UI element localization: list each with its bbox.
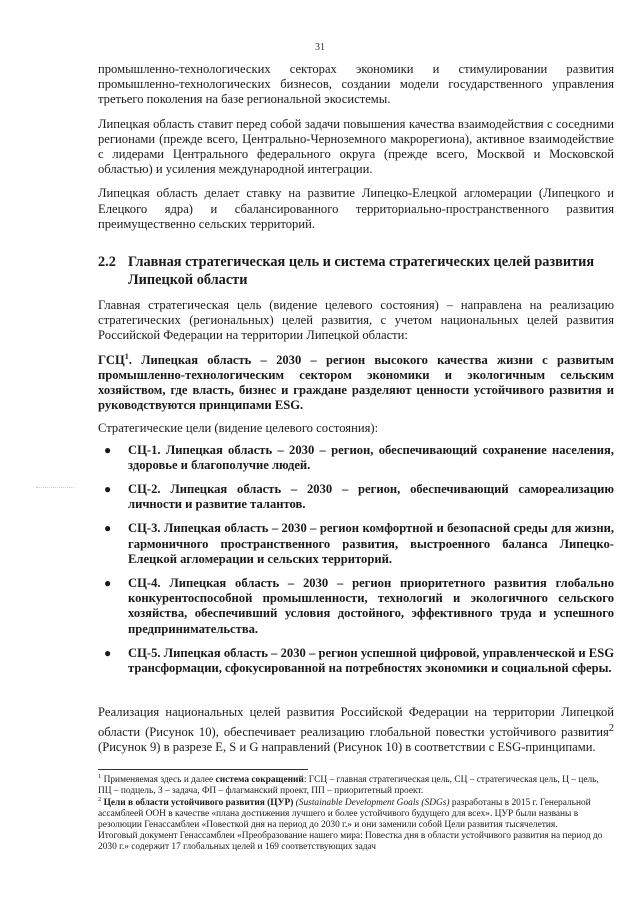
list-item: [98, 482, 614, 512]
closing-text-part2: (Рисунок 9) в разрезе E, S и G направлений (Рисунок 10) в соответствии с ESG-принципами.: [98, 739, 596, 754]
section-title: Главная стратегическая цель и система стратегических целей развития Липецкой области: [128, 254, 595, 288]
footnote-2-bold: Цели в области устойчивого развития (ЦУР): [101, 797, 294, 808]
paragraph-interaction: Липецкая область ставит перед собой задачи повышения качества взаимодействия с соседними регионами (прежде всего, Центрально-Черноземного макрорегиона), активное взаимодействие с лидерами Центрального федерального округа (прежде всего, Москвой и Московской областью) и усиления международной интеграции.: [98, 116, 614, 177]
footnote-1-pre: Применяемая здесь и далее: [101, 775, 216, 786]
main-goal-statement: [98, 353, 614, 414]
closing-text-part1: Реализация национальных целей развития Российской Федерации на территории Липецкой области (Рисунок 10), обеспечивает реализацию глобальной повестки устойчивого развития: [98, 705, 614, 739]
goal-text: СЦ-3. Липецкая область – 2030 – регион комфортной и безопасной среды для жизни, гармоничного пространственного развития, выстроенного баланса Липецко-Елецкой агломерации и сельских территорий.: [128, 521, 614, 566]
bullet-icon: ●: [104, 482, 112, 497]
margin-scan-mark: [36, 487, 74, 489]
footnote-3: Итоговый документ Генассамблеи «Преобразование нашего мира: Повестка дня в области устойчивого развития на период до 2030 г.» содержит 17 глобальных целей и 169 соответствующих задач: [98, 831, 603, 853]
paragraph-intro: Главная стратегическая цель (видение целевого состояния) – направлена на реализацию стратегических (региональных) целей развития, с учетом национальных целей развития Российской Федерации на территории Липецкой области:: [98, 298, 614, 343]
section-heading: [98, 254, 614, 289]
paragraph-closing: [98, 705, 614, 755]
bullet-icon: ●: [104, 442, 112, 457]
main-goal-label: ГСЦ: [98, 352, 125, 367]
footnote-2-post: разработаны в 2015 г. Генеральной ассамблеей ООН в качестве «плана достижения лучшего и более устойчивого будущего для всех». ЦУР были названы в резолюции Генассамблеи «Повесткой дня на период до 2030 г.» и они заменили собой Цели развития тысячелетия.: [98, 797, 591, 830]
footnote-1-marker: 1: [98, 772, 102, 780]
paragraph-sectors: промышленно-технологических секторах экономики и стимулировании развития промышленно-технологических бизнесов, создании модели государственного управления третьего поколения на базе региональной экосистемы.: [98, 62, 614, 107]
goals-intro: Стратегические цели (видение целевого состояния):: [98, 421, 379, 436]
main-goal-text: . Липецкая область – 2030 – регион высокого качества жизни с развитым промышленно-технологическим сектором экономики и экологичным сельским хозяйством, где власть, бизнес и граждане разделяют ценности устойчивого развития и руководствуются принципами ESG.: [98, 352, 614, 413]
footnote-divider: [98, 769, 308, 770]
footnote-1-bold: система сокращений: [215, 775, 304, 786]
footnotes: [98, 772, 614, 853]
bullet-icon: ●: [104, 576, 112, 591]
paragraph-agglomeration: Липецкая область делает ставку на развитие Липецко-Елецкой агломерации (Липецкого и Елецкого ядра) и сбалансированного территориально-пространственного развития преимущественно сельских территорий.: [98, 186, 614, 231]
bullet-icon: ●: [104, 645, 112, 660]
list-item: [98, 646, 614, 676]
list-item: [98, 443, 614, 473]
footnote-2: [98, 795, 614, 832]
list-item: [98, 521, 614, 567]
bullet-icon: ●: [104, 521, 112, 536]
footnote-ref-1: 1: [124, 351, 129, 361]
goal-text: СЦ-2. Липецкая область – 2030 – регион, обеспечивающий самореализацию личности и развитие талантов.: [128, 482, 614, 512]
footnote-ref-2: 2: [608, 722, 614, 734]
goal-text: СЦ-5. Липецкая область – 2030 – регион успешной цифровой, управленческой и ESG трансформации, сфокусированной на потребностях экономики и социальной сферы.: [128, 645, 614, 676]
section-number: 2.2: [98, 254, 116, 271]
goal-text: СЦ-4. Липецкая область – 2030 – регион приоритетного развития глобально конкурентоспособной промышленности, технологий и экологичного сельского хозяйства, обеспечивший условия достойного, эффективного труда и успешного предпринимательства.: [128, 576, 614, 636]
page-body: [98, 62, 614, 854]
strategic-goals-list: [98, 443, 614, 677]
footnote-1: [98, 772, 614, 797]
footnote-2-italic: (Sustainable Development Goals (SDGs): [295, 797, 450, 808]
goal-text: СЦ-1. Липецкая область – 2030 – регион, обеспечивающий сохранение населения, здоровье и благополучие людей.: [128, 442, 614, 472]
footnote-1-post: : ГСЦ – главная стратегическая цель, СЦ – стратегическая цель, Ц – цель, ПЦ – подцель, З – задача, ФП – флагманский проект, ПП – приоритетный проект.: [98, 775, 599, 797]
page-number: 31: [315, 42, 325, 53]
list-item: [98, 576, 614, 637]
footnote-2-marker: 2: [98, 795, 102, 803]
